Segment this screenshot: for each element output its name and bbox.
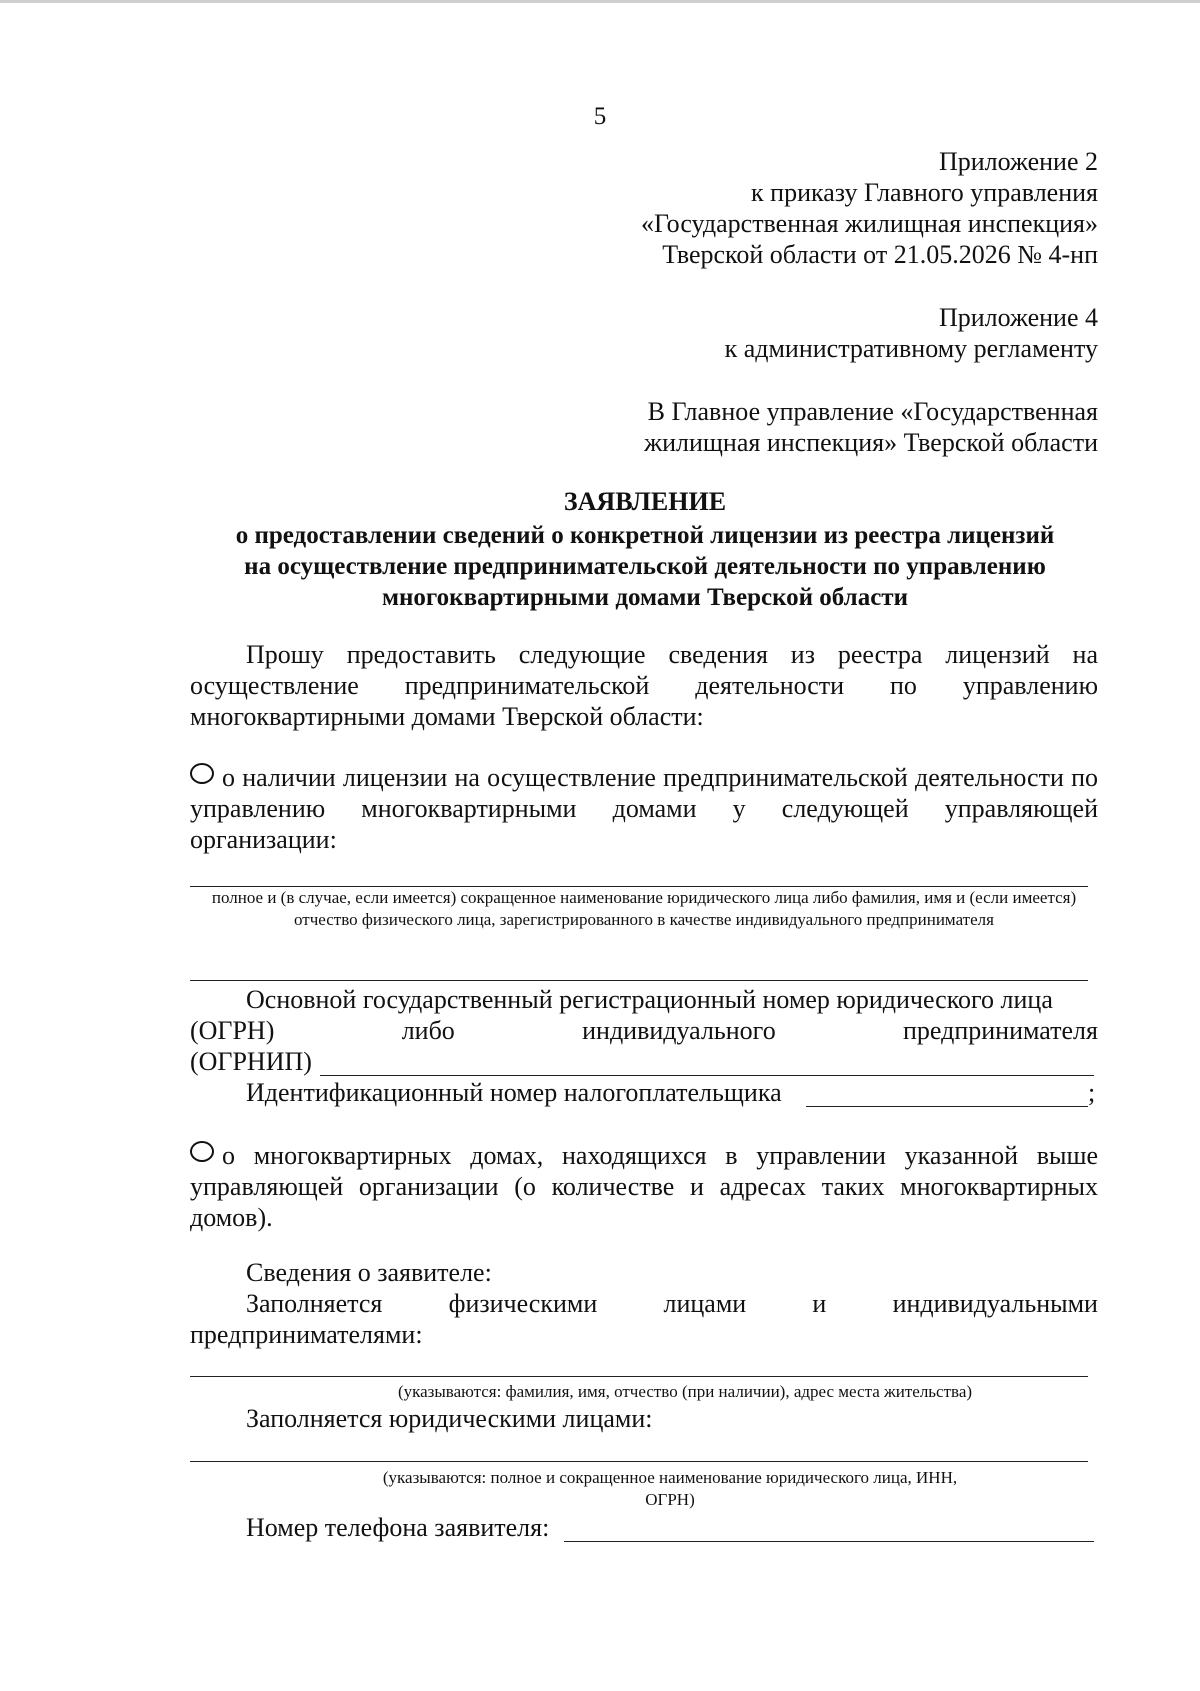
document-title: ЗАЯВЛЕНИЕ [563,487,727,516]
scan-edge [0,0,1200,3]
option-2-text: о многоквартирных домах, находящихся в управлении указанной выше управляющей организации (о количестве и адресах таких многоквартирных домов). [190,1141,1098,1232]
individuals-word: лицами [663,1289,747,1318]
individuals-word: физическими [448,1289,598,1318]
appendix-2-line: «Государственная жилищная инспекция» [640,209,1098,238]
subtitle-line: многоквартирными домами Тверской области [382,584,908,611]
phone-label: Номер телефона заявителя: [246,1513,550,1542]
phone-row [190,1512,1098,1543]
ogrn-line-3: (ОГРНИП) [190,1047,312,1076]
ogrn-word: индивидуального [582,1016,776,1045]
radio-option-2[interactable] [190,1141,214,1162]
inn-end: ; [1088,1078,1096,1107]
appendix-2-header [641,146,1098,270]
appendix-2-line: Тверской области от 21.05.2026 № 4-нп [662,240,1098,269]
individuals-word: индивидуальными [892,1289,1098,1318]
legal-entities-caption: (указываются: полное и сокращенное наименование юридического лица, ИНН, ОГРН) [382,1468,958,1509]
option-managed-houses[interactable] [190,1140,1098,1233]
option-license-existence[interactable] [190,762,1098,855]
inn-input-line[interactable] [806,1106,1088,1107]
subtitle-line: на осуществление предпринимательской деятельности по управлению [244,553,1046,580]
appendix-4-line: к административному регламенту [724,334,1098,363]
appendix-4-header [725,302,1098,364]
option-1-text: о наличии лицензии на осуществление предпринимательской деятельности по управлению многоквартирными домами у следующей управляющей организации: [190,763,1098,854]
ogrn-line-2 [190,1015,1098,1046]
radio-option-1[interactable] [190,763,214,784]
individuals-word: Заполняется [246,1289,383,1318]
addressee-line: жилищная инспекция» Тверской области [644,428,1098,457]
individuals-caption: (указываются: фамилия, имя, отчество (при наличии), адрес места жительства) [397,1382,973,1401]
appendix-2-line: к приказу Главного управления [751,178,1098,207]
individuals-line-2: предпринимателями: [190,1320,423,1349]
org-name-caption: полное и (в случае, если имеется) сокращенное наименование юридического лица либо фамилия, имя и (если имеется) отчество физического лица, зарегистрированного в качестве индивидуального предпринимателя [211,888,1077,929]
legal-entities-heading: Заполняется юридическими лицами: [246,1404,653,1433]
individuals-line-1 [190,1288,1098,1319]
org-name-line-2[interactable] [190,980,1088,981]
request-paragraph: Прошу предоставить следующие сведения из реестра лицензий на осуществление предпринимательской деятельности по управлению многоквартирными домами Тверской области: [190,640,1098,731]
subtitle-line: о предоставлении сведений о конкретной лицензии из реестра лицензий [235,522,1055,549]
individuals-input-line[interactable] [190,1376,1088,1377]
ogrn-word: предпринимателя [903,1016,1098,1045]
applicant-info-heading: Сведения о заявителе: [246,1258,492,1287]
appendix-4-line: Приложение 4 [938,303,1098,332]
addressee-line: В Главное управление «Государственная [647,397,1098,426]
inn-row [190,1077,1098,1108]
inn-label: Идентификационный номер налогоплательщика [246,1078,782,1107]
document-subtitle [0,520,1200,613]
addressee [644,396,1098,458]
ogrn-word: (ОГРН) [190,1016,275,1045]
ogrn-input-line[interactable] [320,1075,1094,1076]
page-number: 5 [593,103,607,130]
legal-entities-input-line[interactable] [190,1461,1088,1462]
phone-input-line[interactable] [564,1541,1094,1542]
appendix-2-line: Приложение 2 [938,147,1098,176]
ogrn-word: либо [401,1016,455,1045]
ogrn-line-1: Основной государственный регистрационный номер юридического лица [246,985,1053,1014]
individuals-word: и [812,1289,827,1318]
